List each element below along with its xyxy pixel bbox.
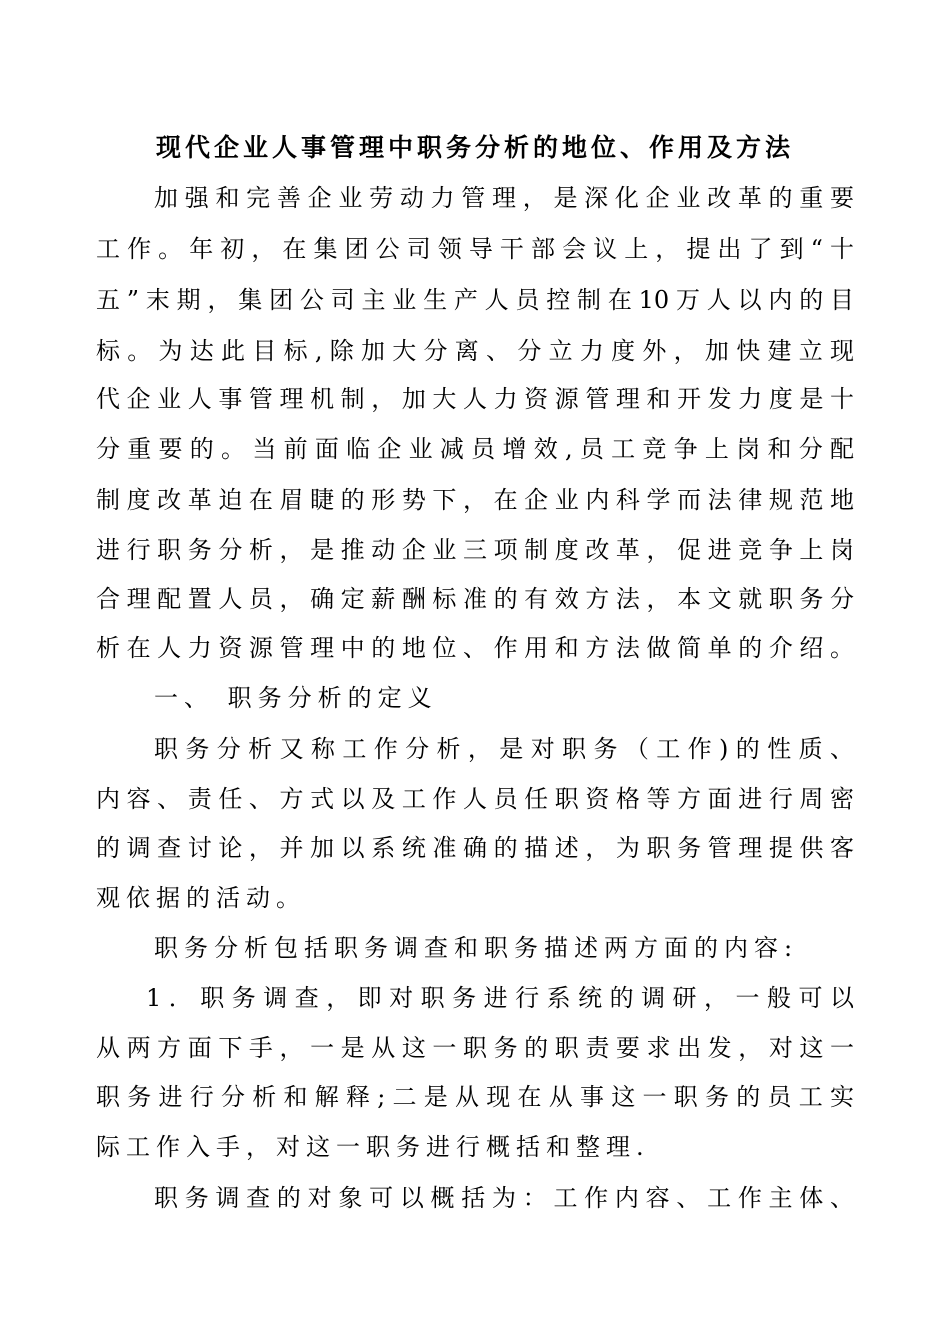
paragraph-line: 加强和完善企业劳动力管理，是深化企业改革的重要 (154, 184, 854, 212)
paragraph-line: 职务分析包括职务调查和职务描述两方面的内容: (154, 934, 799, 962)
section-heading: 一、 职务分析的定义 (154, 684, 438, 712)
paragraph-line: 职务调查的对象可以概括为：工作内容、工作主体、 (154, 1184, 854, 1212)
paragraph-line: 从两方面下手，一是从这一职务的职责要求出发，对这一 (96, 1034, 854, 1062)
paragraph-line: 分重要的。当前面临企业减员增效,员工竞争上岗和分配 (96, 435, 854, 463)
paragraph-line: 工作。年初，在集团公司领导干部会议上，提出了到“十 (96, 235, 854, 263)
paragraph-line: 的调查讨论，并加以系统准确的描述，为职务管理提供客 (96, 834, 854, 862)
document-title: 现代企业人事管理中职务分析的地位、作用及方法 (155, 133, 794, 162)
paragraph-line: 析在人力资源管理中的地位、作用和方法做简单的介绍。 (96, 634, 854, 662)
paragraph-line: 际工作入手，对这一职务进行概括和整理. (96, 1133, 650, 1161)
paragraph-line: 内容、责任、方式以及工作人员任职资格等方面进行周密 (96, 785, 854, 813)
paragraph-line: 职务进行分析和解释;二是从现在从事这一职务的员工实 (96, 1083, 854, 1111)
paragraph-line: 五”末期，集团公司主业生产人员控制在10万人以内的目 (96, 286, 854, 314)
paragraph-line: 1．职务调查，即对职务进行系统的调研，一般可以 (146, 984, 854, 1012)
paragraph-line: 进行职务分析，是推动企业三项制度改革，促进竞争上岗 (96, 536, 854, 564)
paragraph-line: 代企业人事管理机制，加大人力资源管理和开发力度是十 (96, 385, 854, 413)
paragraph-line: 制度改革迫在眉睫的形势下，在企业内科学而法律规范地 (96, 486, 854, 514)
paragraph-line: 职务分析又称工作分析，是对职务（工作)的性质、 (154, 735, 854, 763)
paragraph-line: 标。为达此目标,除加大分离、分立力度外，加快建立现 (96, 337, 854, 365)
paragraph-line: 合理配置人员，确定薪酬标准的有效方法，本文就职务分 (96, 585, 854, 613)
paragraph-line: 观依据的活动。 (96, 884, 306, 912)
